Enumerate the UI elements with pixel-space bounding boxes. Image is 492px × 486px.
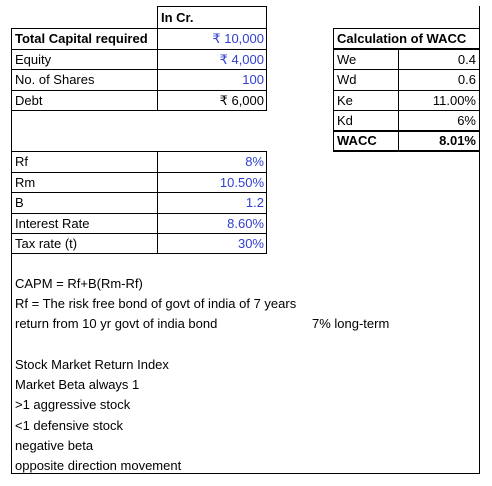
wacc-value: 6%: [457, 113, 476, 128]
rate-value: 8%: [245, 154, 264, 169]
capital-value: ₹ 6,000: [219, 92, 264, 108]
rate-label: Tax rate (t): [15, 236, 78, 251]
note-line: negative beta: [15, 438, 94, 453]
note-line: >1 aggressive stock: [15, 397, 131, 412]
wacc-value: 0.4: [457, 52, 476, 67]
wacc-total-label: WACC: [337, 133, 377, 148]
rate-label: B: [15, 195, 24, 210]
unit-header-label: In Cr.: [161, 10, 194, 25]
wacc-label: Ke: [337, 92, 353, 108]
note-line: <1 defensive stock: [15, 418, 124, 433]
note-line: Market Beta always 1: [15, 377, 140, 392]
wacc-total-value: 8.01%: [439, 133, 476, 148]
note-line: Stock Market Return Index: [15, 357, 169, 372]
return-value: 7% long-term: [312, 316, 390, 331]
wacc-label: Wd: [337, 72, 357, 87]
capital-value: ₹ 10,000: [212, 31, 264, 46]
wacc-title: Calculation of WACC: [337, 31, 467, 46]
capital-label: Equity: [15, 51, 52, 67]
note-line: opposite direction movement: [15, 458, 182, 473]
rate-value: 8.60%: [227, 215, 264, 231]
rf-definition: Rf = The risk free bond of govt of india of 7 years: [15, 296, 297, 311]
capital-value: ₹ 4,000: [219, 51, 264, 67]
rate-value: 10.50%: [219, 174, 264, 190]
rate-label: Rm: [15, 174, 36, 190]
capm-formula: CAPM = Rf+B(Rm-Rf): [15, 276, 143, 291]
rate-value: 30%: [237, 236, 264, 251]
wacc-value: 0.6: [457, 72, 476, 87]
rate-label: Interest Rate: [15, 215, 90, 231]
return-note: return from 10 yr govt of india bond: [15, 316, 218, 331]
capital-value: 100: [242, 72, 264, 87]
capital-label: Debt: [15, 92, 43, 108]
capital-label: Total Capital required: [15, 31, 148, 46]
rate-value: 1.2: [245, 195, 264, 210]
rate-label: Rf: [15, 154, 28, 169]
wacc-label: Kd: [337, 113, 353, 128]
capital-label: No. of Shares: [15, 72, 95, 87]
wacc-label: We: [337, 52, 357, 67]
wacc-value: 11.00%: [432, 92, 476, 108]
